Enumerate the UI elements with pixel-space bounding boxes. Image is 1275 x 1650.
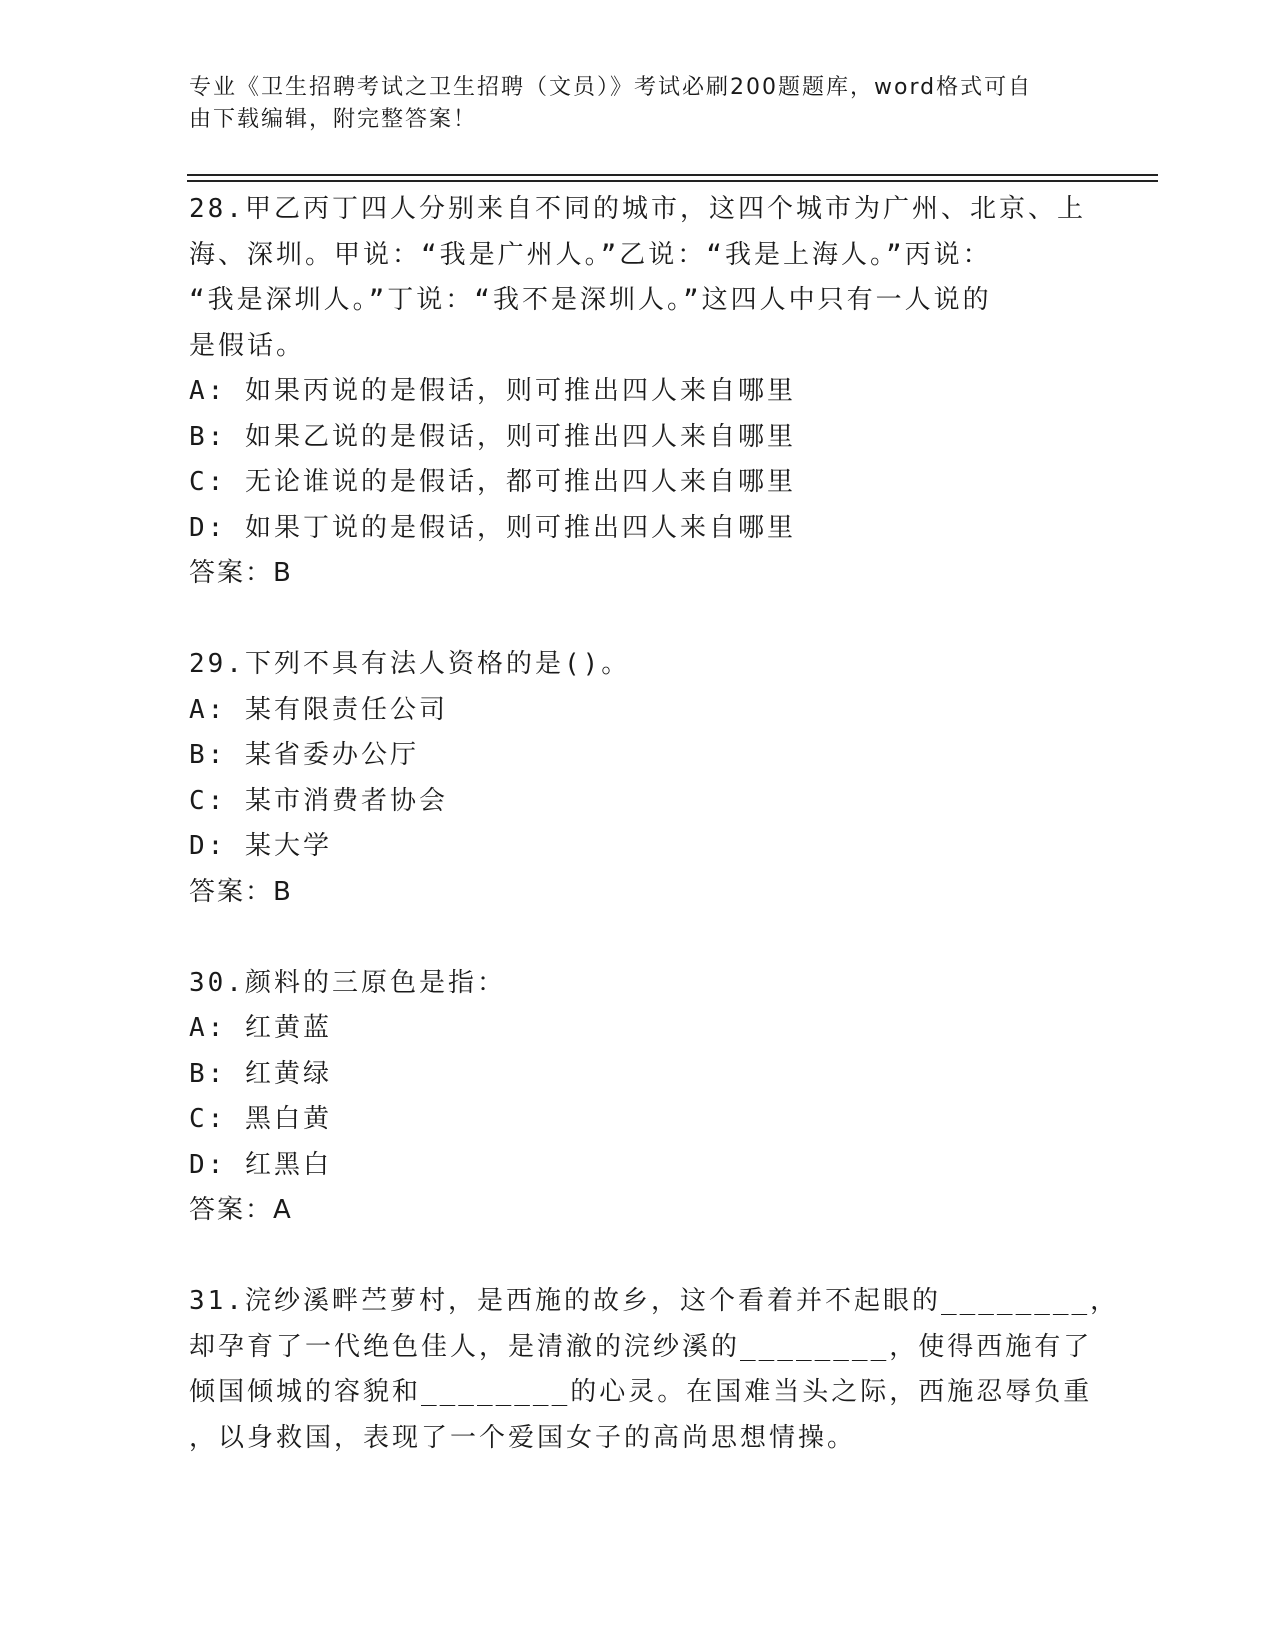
option-a: A: 红黄蓝 <box>189 1013 332 1043</box>
option-d: D: 如果丁说的是假话，则可推出四人来自哪里 <box>189 512 796 543</box>
answer-label: 答案：B <box>189 558 293 588</box>
question-stem-line: 却孕育了一代绝色佳人，是清澈的浣纱溪的________，使得西施有了 <box>189 1331 1093 1362</box>
question-29 <box>189 642 1089 915</box>
question-stem-line: 29.下列不具有法人资格的是()。 <box>189 649 631 679</box>
question-list <box>189 187 1120 1461</box>
header-divider-top <box>187 174 1158 176</box>
answer-label: 答案：A <box>189 1195 293 1225</box>
option-b: B: 如果乙说的是假话，则可推出四人来自哪里 <box>189 421 796 452</box>
option-c: C: 无论谁说的是假话，都可推出四人来自哪里 <box>189 467 796 497</box>
document-header <box>189 72 1089 136</box>
option-c: C: 某市消费者协会 <box>189 785 448 816</box>
question-stem-line: 是假话。 <box>189 330 306 361</box>
header-divider-bottom <box>187 180 1158 182</box>
header-line-1: 专业《卫生招聘考试之卫生招聘（文员）》考试必刷200题题库，word格式可自 <box>189 75 1033 100</box>
answer-label: 答案：B <box>189 876 293 907</box>
question-spacer <box>189 597 1089 643</box>
option-d: D: 某大学 <box>189 831 332 861</box>
question-stem-line: 海、深圳。甲说：“我是广州人。”乙说：“我是上海人。”丙说： <box>189 239 992 270</box>
question-31 <box>189 1279 1120 1461</box>
question-28 <box>189 187 1089 597</box>
question-spacer <box>189 1234 1089 1280</box>
option-a: A: 如果丙说的是假话，则可推出四人来自哪里 <box>189 376 796 406</box>
option-b: B: 某省委办公厅 <box>189 740 419 770</box>
question-30 <box>189 961 1089 1234</box>
option-d: D: 红黑白 <box>189 1149 332 1180</box>
question-stem-line: ，以身救国，表现了一个爱国女子的高尚思想情操。 <box>189 1422 857 1453</box>
option-c: C: 黑白黄 <box>189 1104 332 1134</box>
option-a: A: 某有限责任公司 <box>189 694 448 725</box>
question-stem-line: 倾国倾城的容貌和________的心灵。在国难当头之际，西施忍辱负重 <box>189 1377 1093 1407</box>
question-spacer <box>189 915 1089 961</box>
header-line-2: 由下载编辑，附完整答案！ <box>189 107 478 132</box>
option-b: B: 红黄绿 <box>189 1058 332 1089</box>
question-stem-line: 31.浣纱溪畔苎萝村，是西施的故乡，这个看着并不起眼的________， <box>189 1286 1120 1316</box>
question-stem-line: “我是深圳人。”丁说：“我不是深圳人。”这四人中只有一人说的 <box>189 285 992 315</box>
question-stem-line: 28.甲乙丙丁四人分别来自不同的城市，这四个城市为广州、北京、上 <box>189 194 1086 224</box>
question-stem-line: 30.颜料的三原色是指： <box>189 967 506 998</box>
